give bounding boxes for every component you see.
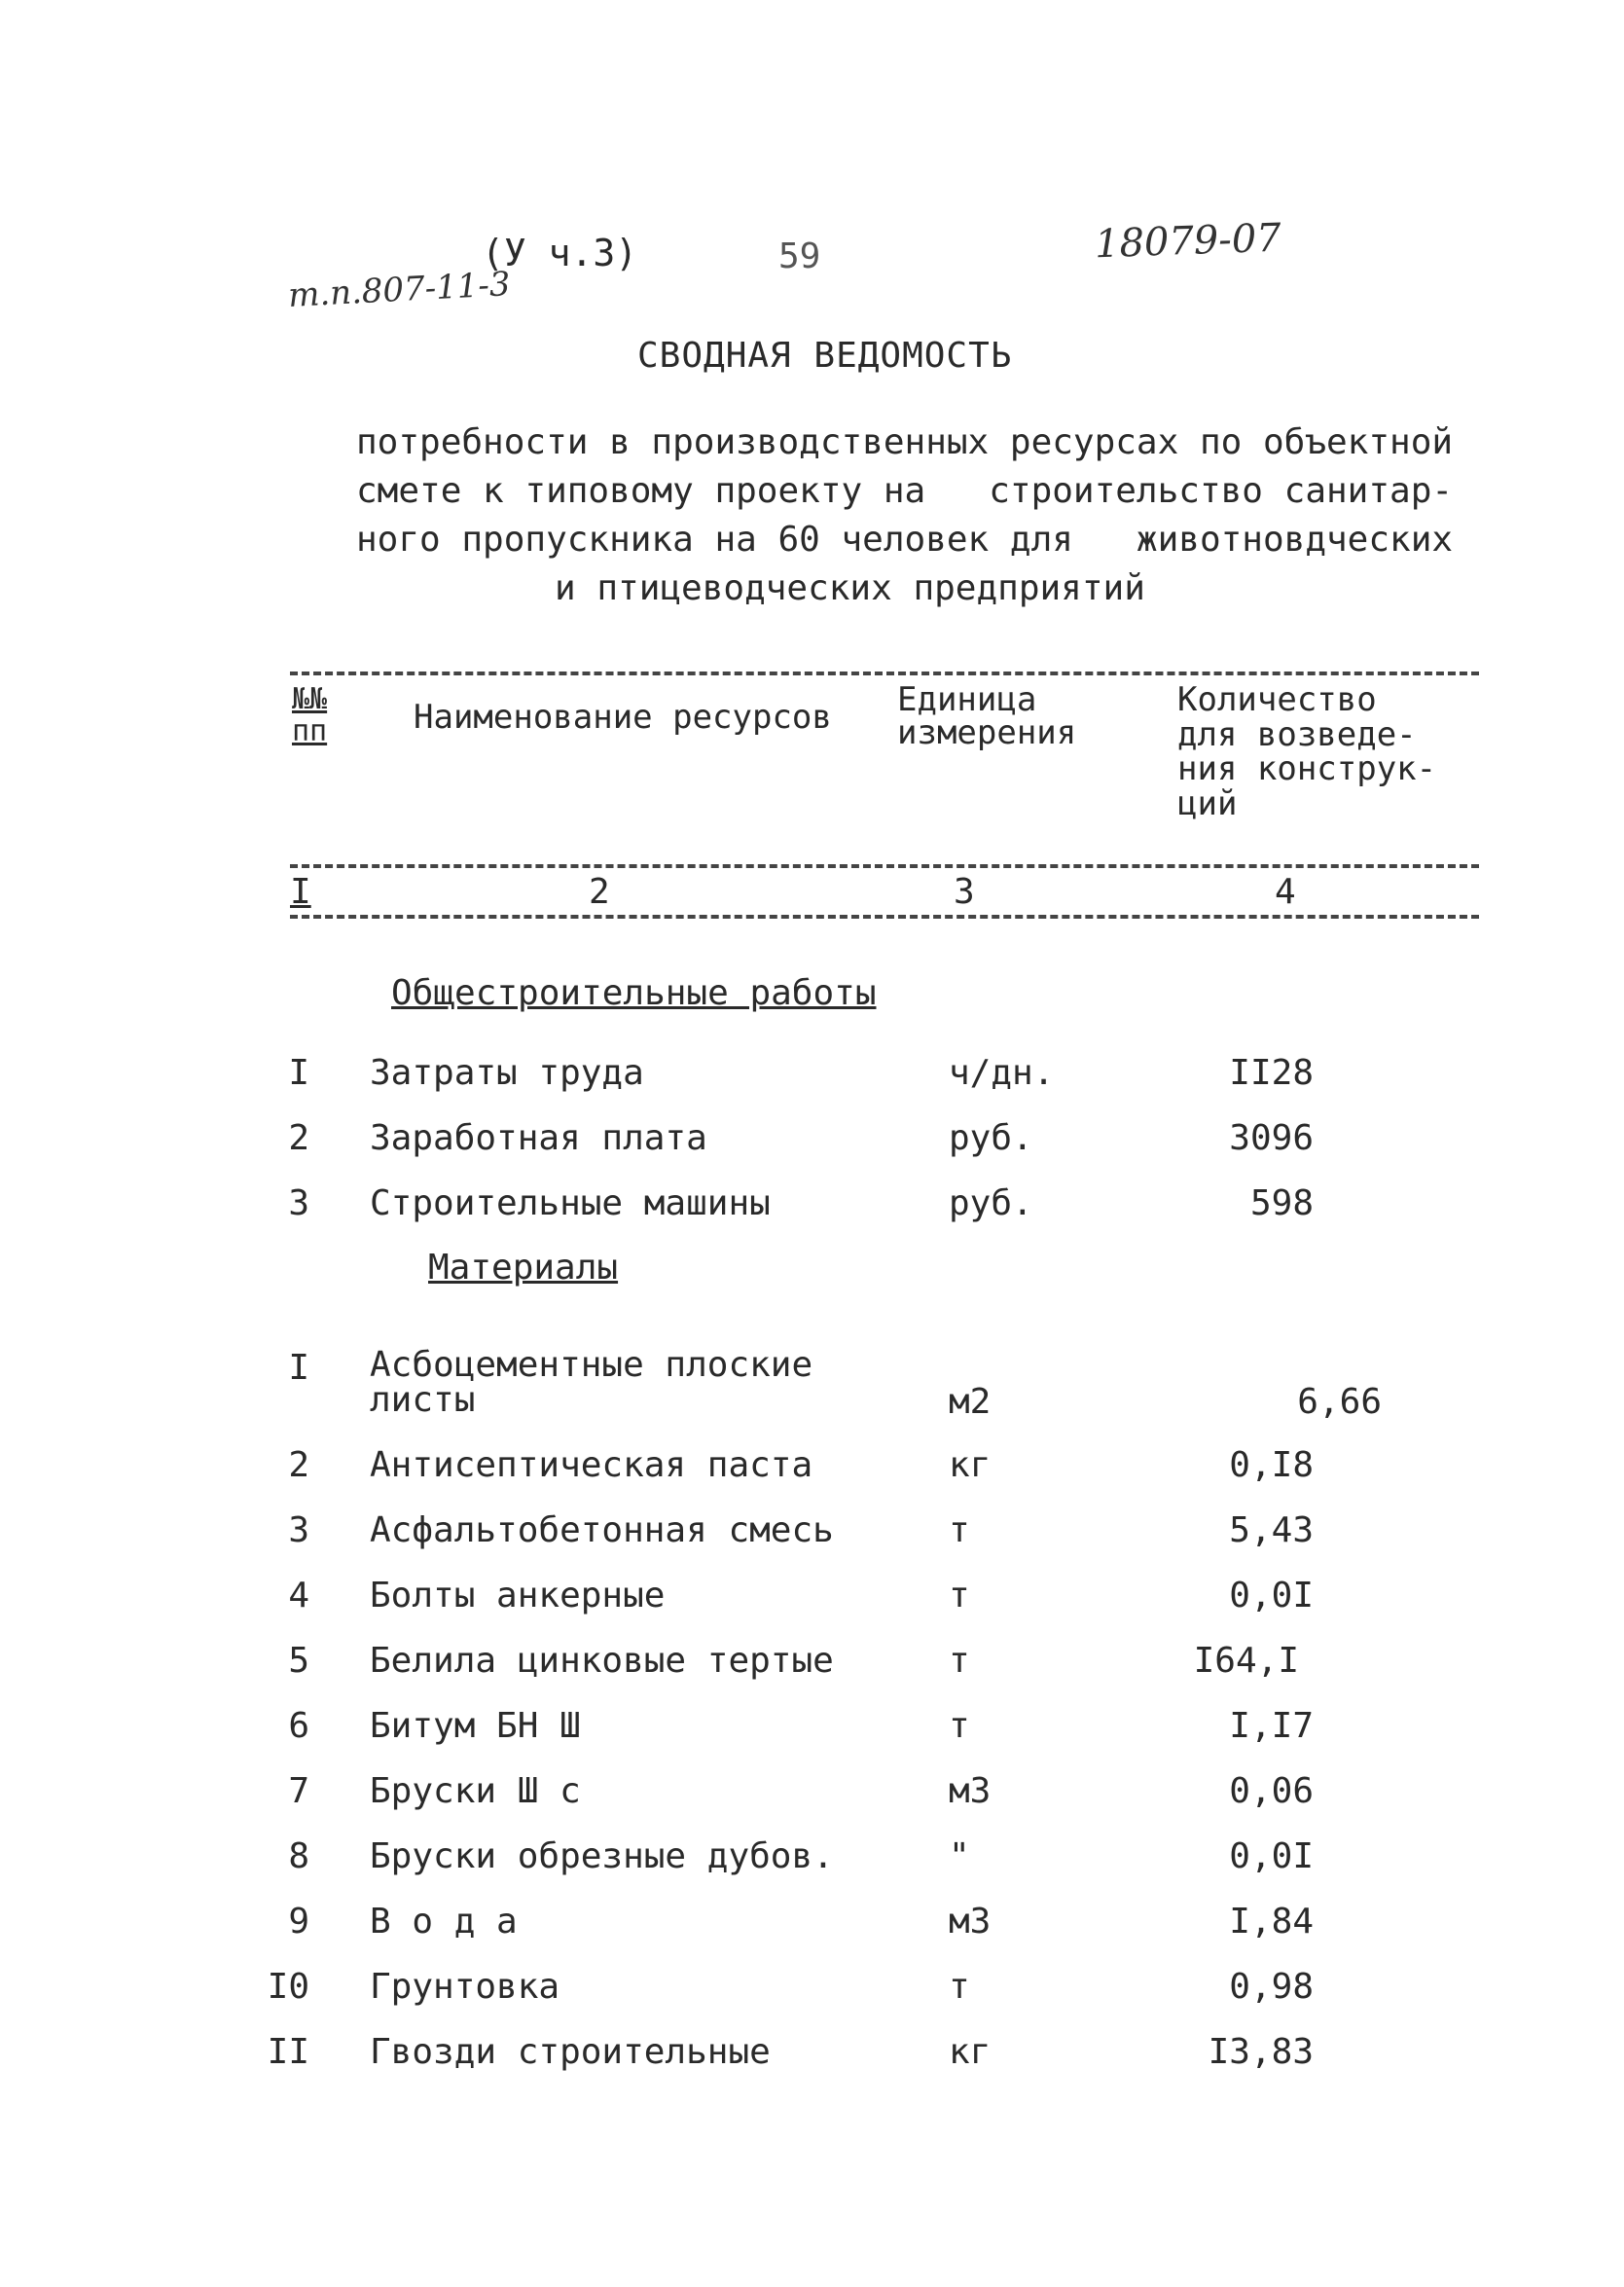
unit: м3: [949, 1902, 992, 1942]
project-code: т.п.807-11-3: [287, 265, 512, 315]
unit: кг: [949, 2032, 992, 2072]
unit: руб.: [949, 1183, 1033, 1223]
row-number: 8: [288, 1836, 309, 1876]
album-number: 18079-07: [1094, 215, 1282, 268]
quantity: 0,I8: [1229, 1445, 1314, 1485]
column-number: 2: [589, 872, 610, 912]
quantity: I64,I: [1193, 1641, 1299, 1681]
resource-name: Асбоцементные плоские листы: [370, 1345, 813, 1420]
resource-name: Болты анкерные: [370, 1576, 666, 1615]
row-number: 4: [288, 1576, 309, 1615]
table-divider: [290, 864, 1479, 868]
table-divider: [290, 672, 1479, 675]
row-number: I0: [267, 1967, 309, 2007]
quantity: 0,0I: [1229, 1576, 1314, 1615]
unit: руб.: [949, 1118, 1033, 1158]
column-number: 3: [954, 872, 975, 912]
unit: т: [949, 1706, 970, 1746]
unit: т: [949, 1576, 970, 1615]
unit: т: [949, 1641, 970, 1681]
quantity: 5,43: [1229, 1510, 1314, 1550]
resource-name: Гвозди строительные: [370, 2032, 771, 2072]
quantity: 3096: [1229, 1118, 1314, 1158]
row-number: II: [267, 2032, 309, 2072]
quantity: 0,98: [1229, 1967, 1314, 2007]
unit: ч/дн.: [949, 1053, 1055, 1093]
document-title: СВОДНАЯ ВЕДОМОСТЬ: [637, 336, 1013, 376]
column-header-number: №№ пп: [292, 682, 328, 748]
resource-name: Строительные машины: [370, 1183, 771, 1223]
resource-name: Белила цинковые тертые: [370, 1641, 834, 1681]
part-label: (У ч.3): [482, 232, 638, 274]
quantity: 598: [1249, 1183, 1314, 1223]
column-header-quantity: Количество для возведе- ния конструк- ций: [1177, 680, 1437, 824]
subtitle-line: потребности в производственных ресурсах по объектной: [356, 422, 1454, 462]
resource-name: Битум БН Ш: [370, 1706, 581, 1746]
unit: м2: [949, 1382, 992, 1422]
quantity: I,84: [1229, 1902, 1314, 1942]
row-number: 2: [288, 1445, 309, 1485]
subtitle-line: смете к типовому проекту на строительство санитар-: [356, 471, 1454, 511]
row-number: I: [288, 1348, 309, 1388]
table-divider: [290, 915, 1479, 919]
column-header-name: Наименование ресурсов: [414, 698, 832, 737]
resource-name: Антисептическая паста: [370, 1445, 813, 1485]
quantity: 6,66: [1297, 1382, 1382, 1422]
resource-name: В о д а: [370, 1902, 518, 1942]
column-header-unit: Единица измерения: [897, 680, 1077, 752]
unit: кг: [949, 1445, 992, 1485]
quantity: 0,0I: [1229, 1836, 1314, 1876]
quantity: 0,06: [1229, 1771, 1314, 1811]
quantity: I3,83: [1208, 2032, 1314, 2072]
unit: м3: [949, 1771, 992, 1811]
quantity: I,I7: [1229, 1706, 1314, 1746]
section-title: Общестроительные работы: [391, 973, 877, 1013]
quantity: II28: [1229, 1053, 1314, 1093]
resource-name: Асфальтобетонная смесь: [370, 1510, 834, 1550]
unit: т: [949, 1510, 970, 1550]
row-number: I: [288, 1053, 309, 1093]
row-number: 9: [288, 1902, 309, 1942]
unit: ": [949, 1836, 970, 1876]
row-number: 3: [288, 1183, 309, 1223]
subtitle-line: и птицеводческих предприятий: [555, 568, 1145, 608]
column-number: I: [290, 872, 311, 912]
row-number: 7: [288, 1771, 309, 1811]
row-number: 3: [288, 1510, 309, 1550]
unit: т: [949, 1967, 970, 2007]
row-number: 6: [288, 1706, 309, 1746]
row-number: 2: [288, 1118, 309, 1158]
subtitle-line: ного пропускника на 60 человек для животновдческих: [356, 520, 1454, 560]
section-title: Материалы: [428, 1248, 619, 1288]
row-number: 5: [288, 1641, 309, 1681]
column-number: 4: [1275, 872, 1296, 912]
page-number: 59: [778, 236, 821, 276]
resource-name: Бруски Ш с: [370, 1771, 581, 1811]
resource-name: Грунтовка: [370, 1967, 560, 2007]
resource-name: Затраты труда: [370, 1053, 644, 1093]
resource-name: Заработная плата: [370, 1118, 707, 1158]
resource-name: Бруски обрезные дубов.: [370, 1836, 834, 1876]
